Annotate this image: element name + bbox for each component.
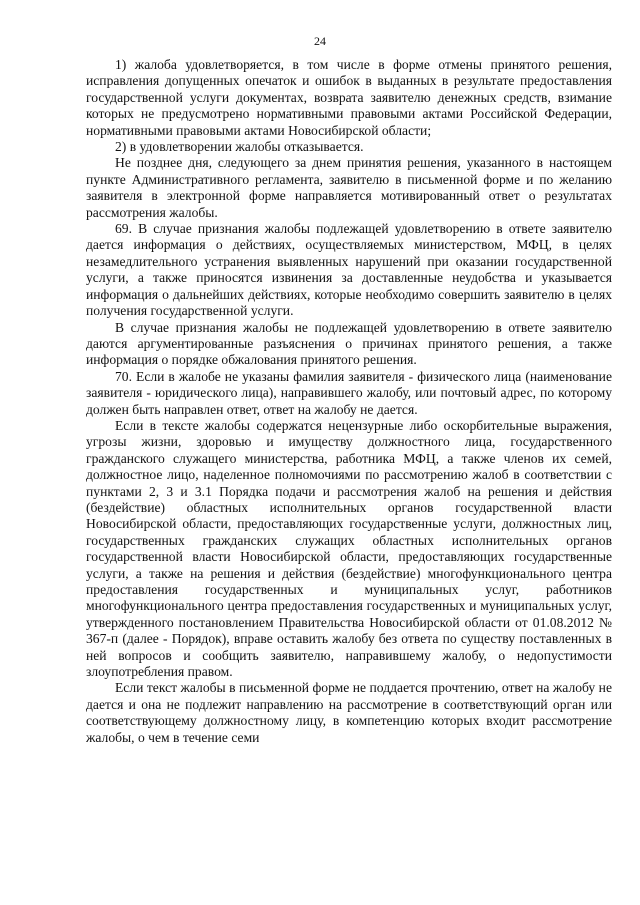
paragraph-69: 69. В случае признания жалобы подлежащей удовлетворению в ответе заявителю дается информация о действиях, осуществляемых министерством, МФЦ, в целях незамедлительного устранения выявленных нарушений при оказании государственной услуги, а также приносятся извинения за доставленные неудобства и указывается информация о дальнейших действиях, которые необходимо совершить заявителю в целях получения государственной услуги. [86, 221, 612, 319]
paragraph-item-1: 1) жалоба удовлетворяется, в том числе в форме отмены принятого решения, исправления допущенных опечаток и ошибок в выданных в результате предоставления государственной услуги документах, возврата заявителю денежных средств, взимание которых не предусмотрено нормативными правовыми актами Российской Федерации, нормативными правовыми актами Новосибирской области; [86, 57, 612, 138]
paragraph-70-offensive: Если в тексте жалобы содержатся нецензурные либо оскорбительные выражения, угрозы жизни, здоровью и имуществу должностного лица, государственного гражданского служащего министерства, работника МФЦ, а также членов их семей, должностное лицо, наделенное полномочиями по рассмотрению жалоб в соответствии с пунктами 2, 3 и 3.1 Порядка подачи и рассмотрения жалоб на решения и действия (бездействие) областных исполнительных органов государственной власти Новосибирской области, предоставляющих государственные услуги, должностных лиц, государственных гражданских служащих областных исполнительных органов государственной власти Новосибирской области, предоставляющих государственные услуги, а также на решения и действия (бездействие) многофункционального центра предоставления государственных и муниципальных услуг, работников многофункционального центра предоставления государственных и муниципальных услуг, утвержденного постановлением Правительства Новосибирской области от 01.08.2012 № 367-п (далее - Порядок), вправе оставить жалобу без ответа по существу поставленных в ней вопросов и сообщить заявителю, направившему жалобу, о недопустимости злоупотребления правом. [86, 417, 612, 680]
document-body [86, 57, 612, 746]
page-number: 24 [314, 34, 326, 48]
paragraph-item-2: 2) в удовлетворении жалобы отказывается. [115, 139, 364, 155]
paragraph-response-deadline: Не позднее дня, следующего за днем принятия решения, указанного в настоящем пункте Административного регламента, заявителю в письменной форме и по желанию заявителя в электронной форме направляется мотивированный ответ о результатах рассмотрения жалобы. [86, 155, 612, 220]
paragraph-70-unreadable: Если текст жалобы в письменной форме не поддается прочтению, ответ на жалобу не дается и она не подлежит направлению на рассмотрение в соответствующий орган или соответствующему должностному лицу, в компетенцию которых входит рассмотрение жалобы, о чем в течение семи [86, 680, 612, 745]
paragraph-70: 70. Если в жалобе не указаны фамилия заявителя - физического лица (наименование заявителя - юридического лица), направившего жалобу, или почтовый адрес, по которому должен быть направлен ответ, ответ на жалобу не дается. [86, 368, 612, 417]
paragraph-69-refusal: В случае признания жалобы не подлежащей удовлетворению в ответе заявителю даются аргументированные разъяснения о причинах принятого решения, а также информация о порядке обжалования принятого решения. [86, 319, 612, 368]
